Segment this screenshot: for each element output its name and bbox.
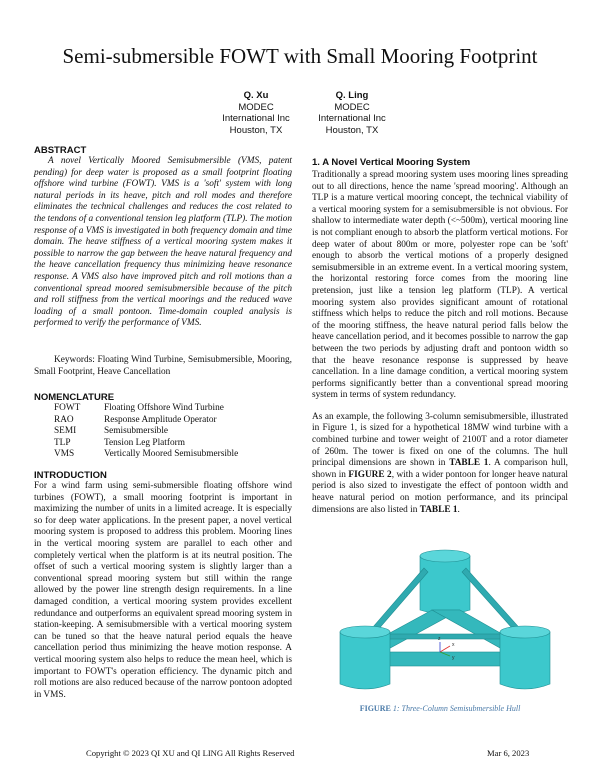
para2-text: . <box>457 504 460 515</box>
nomenclature-row <box>34 438 292 450</box>
brace-front <box>374 634 514 639</box>
nomenclature-section <box>34 392 292 461</box>
keywords-text: Keywords: Floating Wind Turbine, Semisubmersible, Mooring, Small Footprint, Heave Cancellation <box>34 355 292 377</box>
nomenclature-row <box>34 403 292 415</box>
copyright-notice: Copyright © 2023 QI XU and QI LING All Rights Reserved <box>86 748 295 758</box>
footer-date: Mar 6, 2023 <box>487 748 530 758</box>
author-company: MODEC <box>238 101 274 113</box>
nomenclature-abbr: VMS <box>54 449 75 460</box>
nomenclature-abbr: TLP <box>54 437 71 448</box>
nomenclature-def: Tension Leg Platform <box>104 437 185 448</box>
caption-label: FIGURE <box>359 704 391 713</box>
keywords-section <box>34 355 292 378</box>
caption-number: 1 <box>392 704 397 713</box>
right-column-top <box>500 626 550 638</box>
author-location: Houston, TX <box>229 124 283 136</box>
abstract-section <box>34 145 292 330</box>
figure-caption <box>312 704 568 713</box>
author-company: MODEC <box>334 101 370 113</box>
introduction-text: For a wind farm using semi-submersible floating offshore wind turbines (FOWT), a small mooring footprint is important in maximizing the number of units in a limited acreage. It is especially so for deep water applications. In the present paper, a novel vertical mooring system is proposed to address this problem. Mooring lines in the vertical mooring system are parallel to each other and completely vertical when the platform is at its neutral position. The offset of such a vertical mooring system is slightly larger than a conventional spread mooring system but still within the range allowed by the power line strength design requirements. In a line damaged condition, a vertical mooring system provides excellent redundance and outperforms an equivalent spread mooring system in station-keeping. A semisubmersible with a vertical mooring system can be tuned so that the heave natural period equals the heave cancellation period thus minimizing the heave motion response. A vertical mooring system also helps to reduce the mean heel, which is important to FOWT's operation efficiency. The dynamic pitch and roll motions are also reduced because of the narrow pontoon adopted in VMS. <box>34 481 292 700</box>
para2-text: . A comparison hull, shown in <box>312 458 568 480</box>
nomenclature-def: Vertically Moored Semisubmersible <box>104 449 239 460</box>
introduction-heading: INTRODUCTION <box>34 470 107 481</box>
axis-x-label: x <box>452 642 455 648</box>
section1-paragraph-2 <box>312 412 568 516</box>
para2-text: As an example, the following 3-column semisubmersible, illustrated in Figure 1, is sized for a hypothetical 18MW wind turbine with a combined turbine and tower weight of 2100T and a rotor diameter of 260m. The tower is fixed on one of the columns. The hull principal dimensions are shown in <box>312 411 568 469</box>
axis-y-label: y <box>452 655 455 661</box>
introduction-section <box>34 470 292 701</box>
para2-text: , with a wider pontoon for longer heave natural period is also sized to investigate the effect of pontoon width and heave natural period on motion performance, and its principal dimensions are also listed in <box>312 469 568 515</box>
nomenclature-row <box>34 415 292 427</box>
nomenclature-abbr: RAO <box>54 414 74 425</box>
table-1-ref[interactable]: TABLE 1 <box>449 458 489 469</box>
author-name: Q. Ling <box>335 90 369 101</box>
page-title: Semi-submersible FOWT with Small Mooring Footprint <box>62 44 538 68</box>
abstract-heading: ABSTRACT <box>34 145 87 156</box>
back-column-top <box>420 550 470 562</box>
nomenclature-def: Floating Offshore Wind Turbine <box>104 403 224 413</box>
nomenclature-def: Response Amplitude Operator <box>104 414 217 425</box>
figure-2-ref[interactable]: FIGURE 2 <box>348 469 392 480</box>
section1-heading: 1. A Novel Vertical Mooring System <box>312 157 471 168</box>
nomenclature-abbr: SEMI <box>54 426 77 437</box>
axis-z-label: z <box>438 636 441 642</box>
author-name: Q. Xu <box>243 90 269 101</box>
author-location: Houston, TX <box>325 124 379 136</box>
table-1-ref[interactable]: TABLE 1 <box>419 504 458 515</box>
nomenclature-heading: NOMENCLATURE <box>34 392 115 403</box>
nomenclature-def: Semisubmersible <box>104 426 169 437</box>
section1 <box>312 157 568 516</box>
author-block-2 <box>292 90 412 136</box>
left-column-top <box>340 626 390 638</box>
hull-figure <box>322 548 568 698</box>
nomenclature-row <box>34 449 292 461</box>
author-org: International Inc <box>318 113 386 124</box>
caption-text: : Three-Column Semisubmersible Hull <box>396 704 521 713</box>
nomenclature-row <box>34 426 292 438</box>
section1-paragraph-1: Traditionally a spread mooring system uses mooring lines spreading out to all directions, hence the name 'spread mooring'. Although an TLP is a mature vertical mooring concept, the technical viability of a vertical mooring system for a semisubmersible is not obvious. For shallow to intermediate water depth (<~500m), vertical mooring line is not compliant enough to absorb the platform vertical motions. For deep water of about 800m or more, polyester rope can be 'soft' enough to absorb the vertical motions of a properly designed semisubmersible in an extreme event. In a vertical mooring system, the horizontal restoring force comes from the mooring line pretension, just like a tension leg platform (TLP). A vertical mooring system also provides significant amount of rotational stiffness which helps to reduce the pitch and roll motions. Because of the mooring stiffness, the heave natural period falls below the heave cancellation period, and it becomes possible to narrow the gap between the two periods by adjusting draft and pontoon width so that the heave resonance response is suppressed by heave cancellation. In a line damage condition, a vertical mooring system performs significantly better than a conventional spread mooring system in terms of system redundancy. <box>312 170 568 401</box>
abstract-text: A novel Vertically Moored Semisubmersible (VMS, patent pending) for deep water is proposed as a small footprint floating offshore wind turbine (FOWT). VMS is a 'soft' system with long natural periods in its heave, pitch and roll modes and therefore eliminates the technical challenges and reduces the cost related to the tendons of a conventional tension leg platform (TLP). The motion response of a VMS is investigated in both frequency domain and time domain. The heave stiffness of a vertical mooring system makes it possible to narrow the gap between the heave natural frequency and the heave cancellation frequency thus minimizing heave resonance response. A VMS also have improved pitch and roll motions than a conventional spread moored semisubmersible because of the pitch and roll stiffness from the vertical moorings and the reduced wave loading of a small pontoon. Time-domain coupled analysis is performed to verify the performance of VMS. <box>34 156 292 329</box>
author-org: International Inc <box>222 113 290 124</box>
nomenclature-abbr: FOWT <box>54 403 81 413</box>
